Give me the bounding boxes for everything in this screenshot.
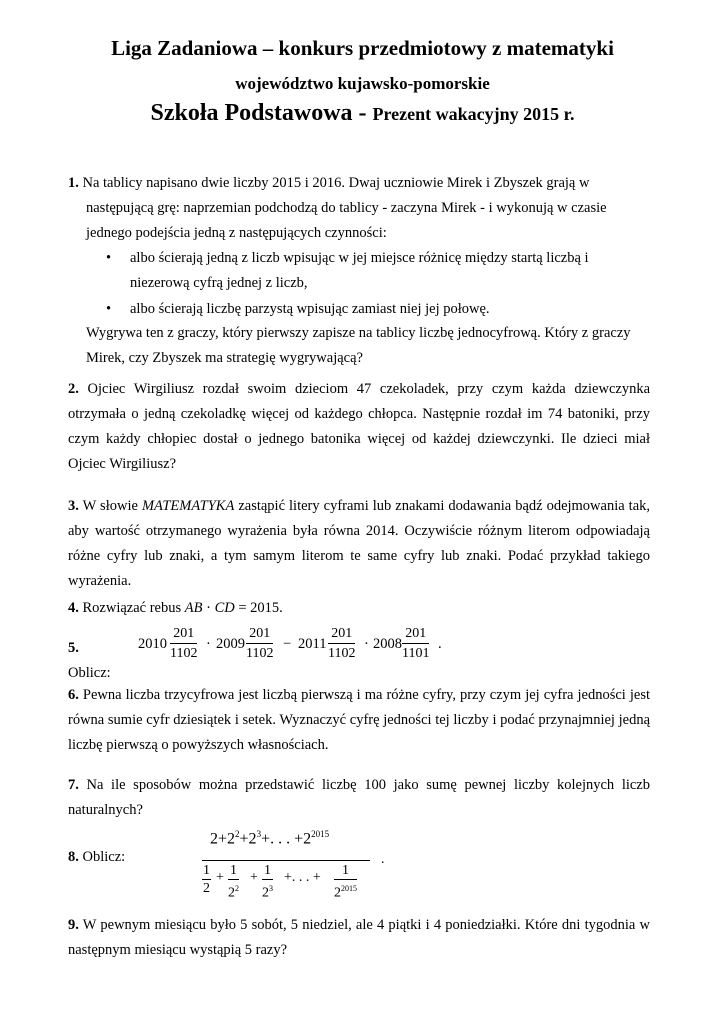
- exponent: 2: [235, 884, 239, 893]
- school-label: Szkoła Podstawowa -: [150, 100, 367, 126]
- whole-1: 2010: [138, 636, 167, 652]
- problem-6: [68, 683, 650, 758]
- denominator: [262, 880, 273, 901]
- oblicz-label: Oblicz:: [82, 849, 126, 865]
- denominator: 2: [203, 881, 210, 896]
- problem-9: [68, 913, 650, 963]
- numerator: 1: [230, 863, 237, 878]
- conclusion-line-1: Wygrywa ten z graczy, który pierwszy zapisze na tablicy liczbę jednocyfrową. Który z graczy: [86, 325, 631, 341]
- document-title: Liga Zadaniowa – konkurs przedmiotowy z matematyki: [111, 36, 614, 60]
- plus: +: [216, 870, 224, 885]
- exponent: 3: [269, 884, 273, 893]
- numerator: 201: [402, 624, 429, 644]
- problem-number: 3.: [68, 498, 79, 514]
- problem-1-conclusion: [86, 321, 650, 371]
- problem-8: [68, 826, 385, 901]
- problem-9-text: W pewnym miesiącu było 5 sobót, 5 niedziel, ale 4 piątki i 4 poniedziałki. Które dni tygodnia w następnym miesiącu wystąpią 5 razy?: [68, 917, 650, 958]
- problem-number: 9.: [68, 917, 79, 933]
- problem-1: [68, 171, 650, 246]
- bullet-1-line-1: albo ścierają jedną z liczb wpisując w jej miejsce różnicę między startą liczbą i: [130, 250, 589, 266]
- problem-number: 2.: [68, 381, 79, 397]
- problem-number: 8.: [68, 849, 79, 865]
- problem-number: 7.: [68, 777, 79, 793]
- problem-1-line-3: jednego podejścia jedną z następujących czynności:: [86, 225, 387, 241]
- denominator: 1102: [170, 646, 198, 661]
- numer-part: +. . . +2: [261, 830, 312, 848]
- problem-2-text: Ojciec Wirgiliusz rozdał swoim dzieciom 47 czekoladek, przy czym każda dziewczynka otrzymała o jedną czekoladkę więcej od każdego chłopca. Następnie rozdał im 74 batoniki, przy czym każdy chłopiec dostał o jednego batonika więcej od każdej dziewczynki. Ile dzieci miał Ojciec Wirgiliusz?: [68, 381, 651, 472]
- problem-number: 1.: [68, 175, 79, 191]
- rebus-dot: ·: [206, 600, 211, 616]
- numerator: 1: [264, 863, 271, 878]
- bullet-icon: •: [106, 250, 112, 266]
- problem-1-bullet-2: [106, 297, 650, 322]
- main-fraction-bar: [202, 860, 370, 861]
- denominator: [228, 880, 239, 901]
- bullet-2-text: albo ścierają liczbę parzystą wpisując zamiast niej jej połowę.: [130, 301, 490, 317]
- numerator: 1: [334, 862, 357, 880]
- fraction-3: [328, 624, 355, 663]
- problem-8-label: [68, 849, 125, 866]
- numerator: 201: [170, 624, 197, 644]
- denominator: 1102: [328, 646, 356, 661]
- problem-4: [68, 596, 650, 621]
- numerator: 201: [246, 624, 273, 644]
- operator: ·: [206, 636, 211, 652]
- fraction-1: [170, 624, 197, 663]
- problem-1-line-1: Na tablicy napisano dwie liczby 2015 i 2016. Dwaj uczniowie Mirek i Zbyszek grają w: [82, 175, 590, 191]
- exponent: 2: [235, 829, 240, 839]
- ellipsis: +. . . +: [284, 870, 321, 885]
- fraction-2: [246, 624, 273, 663]
- rebus-ab: AB: [184, 600, 203, 616]
- problem-number: 6.: [68, 687, 79, 703]
- numer-part: 2+2: [210, 830, 236, 848]
- problem-1-line-2: następującą grę: naprzemian podchodzą do tablicy - zaczyna Mirek - i wykonują w czasie: [86, 200, 607, 216]
- document-subtitle: [0, 100, 725, 127]
- operator: −: [283, 636, 292, 652]
- period: .: [438, 636, 442, 652]
- rebus-cd: CD: [214, 600, 235, 616]
- small-fraction: [228, 862, 239, 901]
- problem-2: [68, 377, 650, 477]
- problem-3-pre: W słowie: [82, 498, 138, 514]
- oblicz-label: Oblicz:: [68, 665, 111, 681]
- problem-number: 5.: [68, 640, 79, 656]
- problem-7-text: Na ile sposobów można przedstawić liczbę 100 jako sumę pewnej liczby kolejnych liczb naturalnych?: [68, 777, 650, 818]
- small-fraction: [334, 862, 357, 901]
- problem-7: [68, 773, 650, 823]
- operator: ·: [364, 636, 369, 652]
- numer-part: +2: [239, 830, 257, 848]
- numerator-expression: [210, 829, 329, 848]
- exponent: 3: [256, 829, 262, 839]
- gift-label: Prezent wakacyjny 2015 r.: [372, 104, 575, 124]
- bullet-1-line-2: niezerową cyfrą jednej z liczb,: [130, 275, 308, 291]
- problem-1-bullet-1: [106, 246, 650, 296]
- numerator: 1: [203, 863, 210, 878]
- exponent: 2015: [341, 884, 357, 893]
- numerator: 201: [328, 624, 355, 644]
- problem-5-label: [68, 636, 111, 686]
- bullet-icon: •: [106, 301, 112, 317]
- conclusion-line-2: Mirek, czy Zbyszek ma strategię wygrywającą?: [86, 350, 363, 366]
- problem-4-text: Rozwiązać rebus: [82, 600, 182, 616]
- denominator: 1102: [246, 646, 274, 661]
- rebus-tail: = 2015.: [238, 600, 283, 616]
- fraction-4: [402, 624, 429, 663]
- problem-6-text: Pewna liczba trzycyfrowa jest liczbą pierwszą i ma różne cyfry, przy czym jej cyfra jedności jest równa sumie cyfr dziesiątek i setek. Wyznaczyć cyfrę jedności tej liczby i podać przynajmniej jedną liczbę pierwszą o powyższych własnościach.: [68, 687, 650, 753]
- problem-3-word: MATEMATYKA: [141, 498, 235, 514]
- base: 2: [334, 885, 341, 901]
- exponent: 2015: [311, 829, 330, 839]
- whole-2: 2009: [216, 636, 245, 652]
- document-region: województwo kujawsko-pomorskie: [235, 74, 490, 93]
- small-fraction: [262, 862, 273, 901]
- denominator: 1101: [402, 646, 430, 661]
- problem-3-text: zastąpić litery cyframi lub znakami dodawania bądź odejmowania tak, aby wartość otrzymanego wyrażenia była równa 2014. Oczywiście różnym literom odpowiadają różne cyfry lub znaki, a tym samym literom te same cyfry lub znaki. Podać przykład takiego wyrażenia.: [68, 498, 651, 589]
- whole-4: 2008: [373, 636, 402, 652]
- whole-3: 2011: [298, 636, 327, 652]
- base: 2: [262, 885, 269, 901]
- denominator: [334, 880, 357, 901]
- plus: +: [250, 870, 258, 885]
- problem-number: 4.: [68, 600, 79, 616]
- small-fraction: [202, 862, 211, 897]
- period: .: [381, 852, 385, 867]
- base: 2: [228, 885, 235, 901]
- problem-3: [68, 494, 650, 594]
